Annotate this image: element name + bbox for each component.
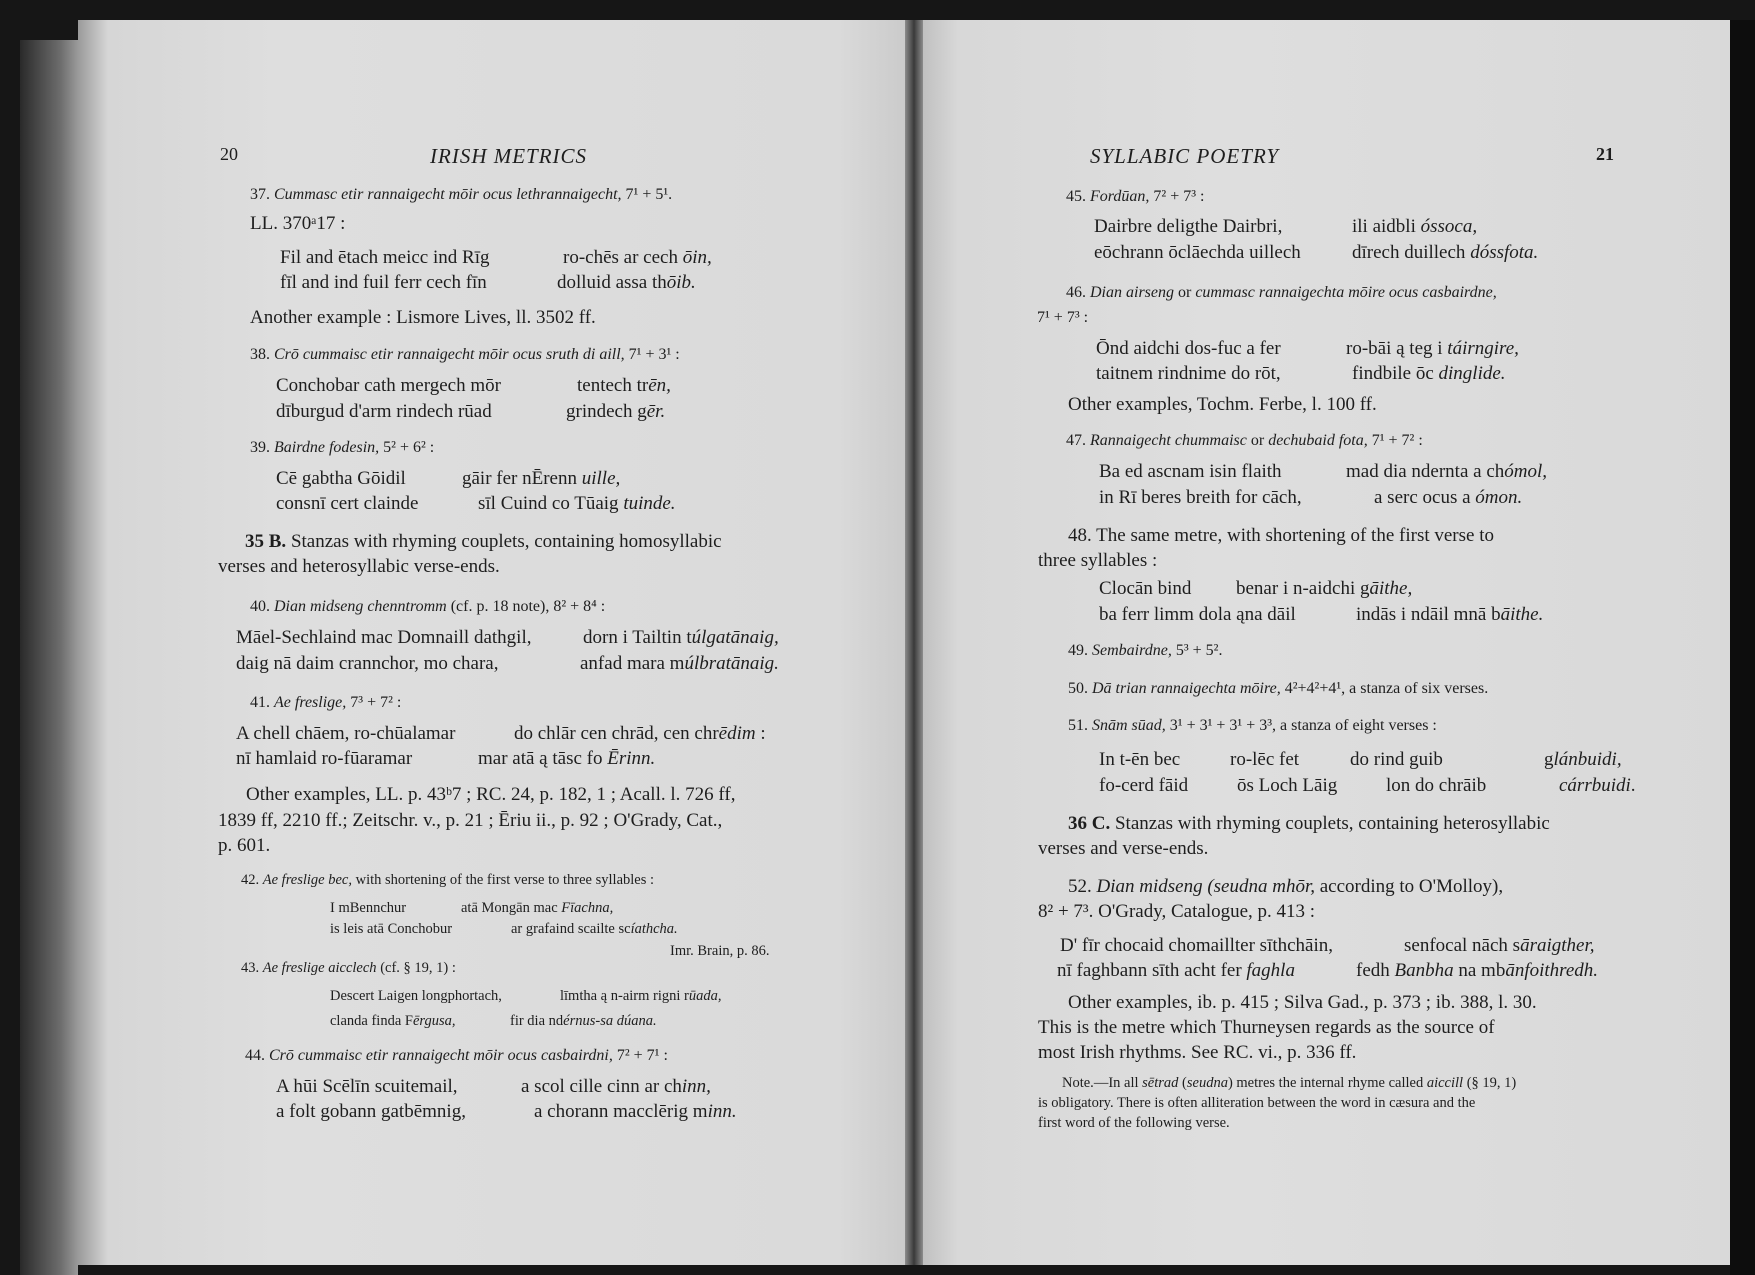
verse-line: ōs Loch Lāig <box>1237 775 1338 796</box>
verse-line: ar grafaind scailte scíathcha. <box>511 921 678 937</box>
verse-line: benar i n-aidchi gāithe, <box>1236 578 1413 599</box>
other-examples-text: This is the metre which Thurneysen regards as the source of <box>1038 1017 1495 1038</box>
citation: Imr. Brain, p. 86. <box>670 943 770 959</box>
book-gutter <box>905 20 923 1265</box>
section-36c-heading: 36 C. Stanzas with rhyming couplets, containing heterosyllabic <box>1068 813 1550 834</box>
verse-line: fo-cerd fāid <box>1099 775 1189 796</box>
other-examples-text: most Irish rhythms. See RC. vi., p. 336 ff. <box>1038 1042 1357 1063</box>
other-examples-text: 1839 ff, 2210 ff.; Zeitschr. v., p. 21 ; Ēriu ii., p. 92 ; O'Grady, Cat., <box>218 810 723 831</box>
verse-line: a scol cille cinn ar chinn, <box>521 1076 711 1097</box>
verse-line: fīl and ind fuil ferr cech fīn <box>280 272 487 293</box>
item-49-heading: 49. Sembairdne, 5³ + 5². <box>1068 642 1223 659</box>
verse-line: lon do chrāib <box>1386 775 1487 796</box>
verse-line: fir dia ndérnus-sa dúana. <box>510 1013 657 1029</box>
verse-line: ro-chēs ar cech ōin, <box>563 247 712 268</box>
verse-line: Ba ed ascnam isin flaith <box>1099 461 1282 482</box>
other-examples-text: p. 601. <box>218 835 271 856</box>
verse-line: A hūi Scēlīn scuitemail, <box>276 1076 458 1097</box>
footnote: is obligatory. There is often alliteration between the word in cæsura and the <box>1038 1095 1476 1111</box>
section-35b-text: verses and heterosyllabic verse-ends. <box>218 556 500 577</box>
verse-line: clanda finda Fērgusa, <box>330 1013 456 1029</box>
verse-line: eōchrann ōclāechda uillech <box>1094 242 1301 263</box>
verse-line: fedh Banbha na mbānfoithredh. <box>1356 960 1599 981</box>
verse-line: I mBennchur <box>330 900 407 916</box>
verse-line: atā Mongān mac Fīachna, <box>461 900 614 916</box>
verse-line: indās i ndāil mnā bāithe. <box>1356 604 1544 625</box>
verse-line: A chell chāem, ro-chūalamar <box>236 723 456 744</box>
verse-line: dīrech duillech dóssfota. <box>1352 242 1539 263</box>
item-50-heading: 50. Dā trian rannaigechta mōire, 4²+4²+4¹, a stanza of six verses. <box>1068 680 1489 697</box>
item-37-ref: LL. 370ᵃ17 : <box>250 213 346 234</box>
verse-line: Dairbre deligthe Dairbri, <box>1094 216 1283 237</box>
verse-line: ba ferr limm dola ąna dāil <box>1099 604 1296 625</box>
item-47-heading: 47. Rannaigecht chummaisc or dechubaid fota, 7¹ + 7² : <box>1066 432 1423 449</box>
item-40-heading: 40. Dian midseng chenntromm (cf. p. 18 note), 8² + 8⁴ : <box>250 598 606 615</box>
verse-line: tentech trēn, <box>577 375 671 396</box>
verse-line: findbile ōc dinglide. <box>1352 363 1506 384</box>
item-48-text: 48. The same metre, with shortening of the first verse to <box>1068 525 1494 546</box>
section-36c-text: verses and verse-ends. <box>1038 838 1209 859</box>
item-42-heading: 42. Ae freslige bec, with shortening of the first verse to three syllables : <box>241 872 655 888</box>
section-35b-heading: 35 B. Stanzas with rhyming couplets, containing homosyllabic <box>245 531 722 552</box>
left-running-head: IRISH METRICS <box>430 144 588 168</box>
left-book-edge <box>20 40 78 1275</box>
item-48-text: three syllables : <box>1038 550 1158 571</box>
item-38-heading: 38. Crō cummaisc etir rannaigecht mōir ocus sruth di aill, 7¹ + 3¹ : <box>250 346 680 363</box>
verse-line: dīburgud d'arm rindech rūad <box>276 401 492 422</box>
verse-line: ro-lēc fet <box>1230 749 1300 770</box>
verse-line: Fil and ētach meicc ind Rīg <box>280 247 490 268</box>
item-44-heading: 44. Crō cummaisc etir rannaigecht mōir ocus casbairdni, 7² + 7¹ : <box>245 1047 668 1064</box>
verse-line: is leis atā Conchobur <box>330 921 453 937</box>
another-example: Another example : Lismore Lives, ll. 3502 ff. <box>250 307 596 328</box>
verse-line: in Rī beres breith for cāch, <box>1099 487 1302 508</box>
item-51-heading: 51. Snām sūad, 3¹ + 3¹ + 3¹ + 3³, a stanza of eight verses : <box>1068 717 1437 734</box>
item-37-heading: 37. Cummasc etir rannaigecht mōir ocus lethrannaigecht, 7¹ + 5¹. <box>250 186 673 203</box>
verse-line: taitnem rindnime do rōt, <box>1096 363 1281 384</box>
verse-line: līmtha ą n-airm rigni rūada, <box>560 988 722 1004</box>
verse-line: grindech gēr. <box>566 401 666 422</box>
other-examples-text: Other examples, Tochm. Ferbe, l. 100 ff. <box>1068 394 1377 415</box>
verse-line: cárrbuidi. <box>1559 775 1636 796</box>
verse-line: a folt gobann gatbēmnig, <box>276 1101 466 1122</box>
footnote: first word of the following verse. <box>1038 1115 1230 1131</box>
verse-line: dolluid assa thōib. <box>557 272 696 293</box>
verse-line: Clocān bind <box>1099 578 1192 599</box>
verse-line: do chlār cen chrād, cen chrēdim : <box>514 723 766 744</box>
verse-line: mad dia ndernta a chómol, <box>1346 461 1548 482</box>
verse-line: nī faghbann sīth acht fer faghla <box>1057 960 1295 981</box>
item-39-heading: 39. Bairdne fodesin, 5² + 6² : <box>250 439 435 456</box>
verse-line: daig nā daim crannchor, mo chara, <box>236 653 499 674</box>
verse-line: ro-bāi ą teg i táirngire, <box>1346 338 1519 359</box>
item-46-meter: 7¹ + 7³ : <box>1037 309 1089 326</box>
verse-line: In t-ēn bec <box>1099 749 1181 770</box>
verse-line: consnī cert clainde <box>276 493 419 514</box>
verse-line: Conchobar cath mergech mōr <box>276 375 501 396</box>
verse-line: ili aidbli óssoca, <box>1352 216 1478 237</box>
verse-line: Māel-Sechlaind mac Domnaill dathgil, <box>236 627 532 648</box>
verse-line: do rind guib <box>1350 749 1443 770</box>
other-examples-text: Other examples, LL. p. 43ᵇ7 ; RC. 24, p. 182, 1 ; Acall. l. 726 ff, <box>246 784 736 805</box>
verse-line: nī hamlaid ro-fūaramar <box>236 748 413 769</box>
verse-line: Descert Laigen longphortach, <box>330 988 502 1004</box>
left-page-number: 20 <box>220 144 238 164</box>
other-examples-text: Other examples, ib. p. 415 ; Silva Gad., p. 373 ; ib. 388, l. 30. <box>1068 992 1537 1013</box>
item-52-heading: 52. Dian midseng (seudna mhōr, according to O'Molloy), <box>1068 876 1504 897</box>
right-page-number: 21 <box>1596 144 1614 164</box>
item-43-heading: 43. Ae freslige aicclech (cf. § 19, 1) : <box>241 960 456 976</box>
item-52-meter: 8² + 7³. O'Grady, Catalogue, p. 413 : <box>1038 901 1316 922</box>
item-45-heading: 45. Fordūan, 7² + 7³ : <box>1066 188 1205 205</box>
verse-line: a serc ocus a ómon. <box>1374 487 1523 508</box>
verse-line: mar atā ą tāsc fo Ērinn. <box>478 748 656 769</box>
verse-line: glánbuidi, <box>1544 749 1622 770</box>
right-running-head: SYLLABIC POETRY <box>1090 144 1280 168</box>
verse-line: gāir fer nĒrenn uille, <box>462 468 621 489</box>
verse-line: sīl Cuind co Tūaig tuinde. <box>478 493 676 514</box>
verse-line: D' fīr chocaid chomaillter sīthchāin, <box>1060 935 1334 956</box>
footnote: Note.—In all sētrad (seudna) metres the internal rhyme called aiccill (§ 19, 1) <box>1062 1075 1517 1091</box>
verse-line: anfad mara múlbratānaig. <box>580 653 779 674</box>
verse-line: senfocal nāch sāraigther, <box>1404 935 1595 956</box>
verse-line: a chorann macclērig minn. <box>534 1101 737 1122</box>
verse-line: Ōnd aidchi dos-fuc a fer <box>1096 338 1281 359</box>
verse-line: dorn i Tailtin túlgatānaig, <box>583 627 779 648</box>
right-book-edge <box>1730 20 1755 1275</box>
item-46-heading: 46. Dian airseng or cummasc rannaigechta mōire ocus casbairdne, <box>1066 284 1497 301</box>
verse-line: Cē gabtha Gōidil <box>276 468 406 489</box>
item-41-heading: 41. Ae freslige, 7³ + 7² : <box>250 694 402 711</box>
